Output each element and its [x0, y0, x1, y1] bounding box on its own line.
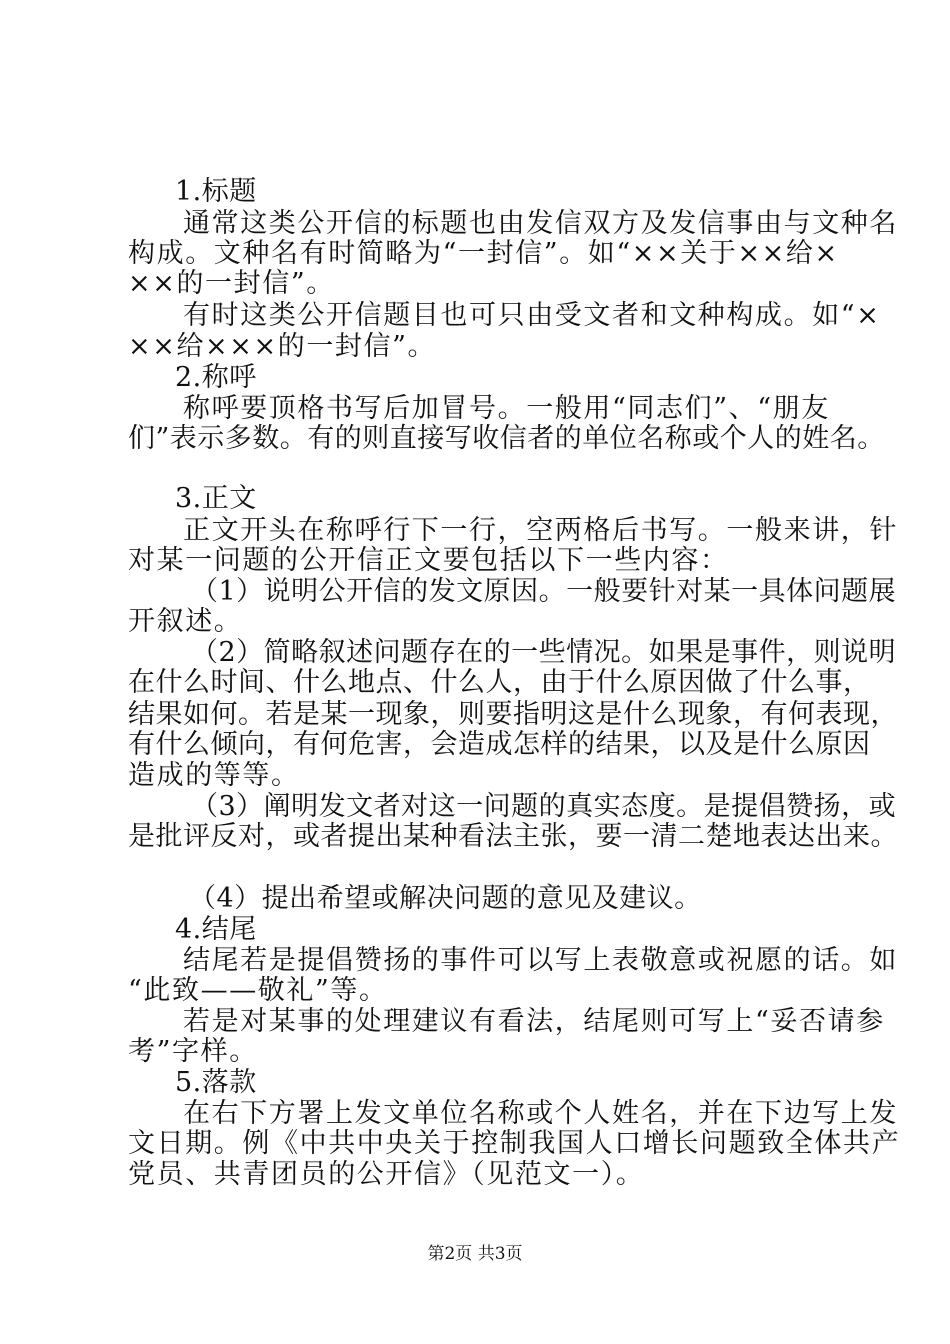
list-item-line: （2）简略叙述问题存在的一些情况。如果是事件，则说明 — [191, 637, 897, 668]
paragraph-line: ××给×××的一封信”。 — [128, 331, 437, 362]
paragraph-line: 考”字样。 — [128, 1036, 258, 1067]
list-item-line: 有什么倾向，有何危害，会造成怎样的结果，以及是什么原因 — [128, 729, 871, 760]
list-item-line: 造成的等等。 — [128, 760, 300, 791]
paragraph-line: 们”表示多数。有的则直接写收信者的单位名称或个人的姓名。 — [128, 423, 885, 454]
list-item-line: 开叙述。 — [128, 606, 243, 637]
heading-salutation-section: 2.称呼 — [175, 362, 257, 393]
paragraph-line: 有时这类公开信题目也可只由受文者和文种构成。如“× — [183, 300, 881, 331]
paragraph-line: 结尾若是提倡赞扬的事件可以写上表敬意或祝愿的话。如 — [183, 945, 898, 976]
list-item-line: 结果如何。若是某一现象，则要指明这是什么现象，有何表现， — [128, 699, 898, 730]
list-item-line: （4）提出希望或解决问题的意见及建议。 — [189, 883, 702, 914]
heading-title-section: 1.标题 — [175, 176, 257, 207]
paragraph-line: 对某一问题的公开信正文要包括以下一些内容： — [128, 545, 729, 576]
list-item-line: （1）说明公开信的发文原因。一般要针对某一具体问题展 — [191, 576, 897, 607]
paragraph-line: ××的一封信”。 — [128, 268, 335, 299]
paragraph-line: 若是对某事的处理建议有看法，结尾则可写上“妥否请参 — [183, 1006, 885, 1037]
heading-body-section: 3.正文 — [175, 483, 257, 514]
list-item-line: 在什么时间、什么地点、什么人，由于什么原因做了什么事， — [128, 667, 871, 698]
heading-signature-section: 5.落款 — [175, 1067, 257, 1098]
heading-closing-section: 4.结尾 — [175, 914, 257, 945]
paragraph-line: 称呼要顶格书写后加冒号。一般用“同志们”、“朋友 — [183, 393, 830, 424]
paragraph-line: 构成。文种名有时简略为“一封信”。如“××关于××给× — [128, 238, 839, 269]
list-item-line: 是批评反对，或者提出某种看法主张，要一清二楚地表达出来。 — [128, 821, 898, 852]
paragraph-line: 文日期。例《中共中央关于控制我国人口增长问题致全体共产 — [128, 1128, 901, 1159]
page-number-footer: 第2页 共3页 — [427, 1244, 523, 1264]
paragraph-line: 通常这类公开信的标题也由发信双方及发信事由与文种名 — [183, 208, 898, 239]
paragraph-line: 在右下方署上发文单位名称或个人姓名，并在下边写上发 — [183, 1098, 898, 1129]
list-item-line: （3）阐明发文者对这一问题的真实态度。是提倡赞扬，或 — [191, 791, 897, 822]
paragraph-line: 党员、共青团员的公开信》（见范文一）。 — [128, 1159, 645, 1190]
paragraph-line: “此致——敬礼”等。 — [128, 975, 388, 1006]
paragraph-line: 正文开头在称呼行下一行，空两格后书写。一般来讲，针 — [183, 515, 898, 546]
